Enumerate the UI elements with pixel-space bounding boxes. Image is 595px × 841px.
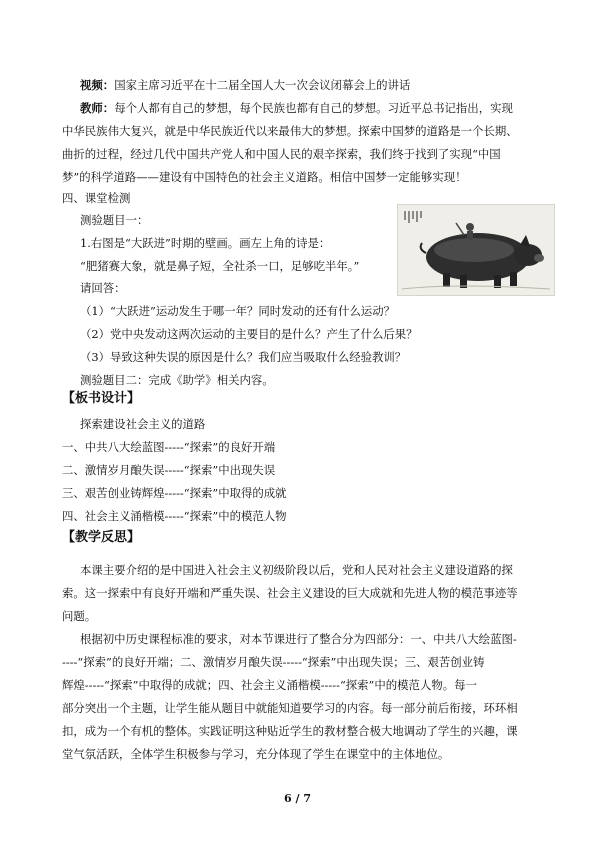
teacher-text-1: 每个人都有自己的梦想，每个民族也都有自己的梦想。习近平总书记指出，实现 [114, 101, 513, 115]
teacher-line-4: 梦”的科学道路——建设有中国特色的社会主义道路。相信中国梦一定能够实现！ [62, 170, 467, 184]
quiz-1-title: 测验题目一： [80, 213, 149, 227]
teacher-line-1 [80, 101, 513, 116]
board-item-2: 二、激情岁月酿失误-----“探索”中出现失误 [62, 463, 276, 477]
quiz-1-poem: “肥猪赛大象，就是鼻子短，全社杀一口，足够吃半年。” [80, 259, 360, 273]
reflection-p2-line-6: 堂气氛活跃，全体学生积极参与学习，充分体现了学生在课堂中的主体地位。 [62, 747, 450, 761]
board-item-1: 一、中共八大绘蓝图-----“探索”的良好开端 [62, 440, 276, 454]
reflection-p1-line-3: 问题。 [62, 609, 97, 623]
teacher-label: 教师： [80, 101, 115, 115]
reflection-p2-line-1: 根据初中历史课程标准的要求，对本节课进行了整合分为四部分：一、中共八大绘蓝图- [80, 632, 517, 646]
sub-question-3: （3）导致这种失误的原因是什么？我们应当吸取什么经验教训？ [80, 350, 407, 364]
reflection-p2-line-2: ----“探索”的良好开端；二、激情岁月酿失误-----“探索”中出现失误；三、艰苦创业铸 [62, 655, 485, 669]
sub-question-1: （1）“大跃进”运动发生于哪一年？同时发动的还有什么运动？ [80, 304, 396, 318]
sub-question-2: （2）党中央发动这两次运动的主要目的是什么？产生了什么后果？ [80, 327, 418, 341]
reflection-p2-line-4: 部分突出一个主题，让学生能从题目中就能知道要学习的内容。每一部分前后衔接，环环相 [62, 701, 518, 715]
teaching-reflection-heading: 【教学反思】 [62, 530, 141, 545]
reflection-p1-line-2: 索。这一探索中有良好开端和严重失误、社会主义建设的巨大成就和先进人物的模范事迹等 [62, 586, 518, 600]
reflection-p2-line-3: 辉煌-----“探索”中取得的成就；四、社会主义涌楷模-----“探索”中的模范人物。每一 [62, 678, 477, 692]
teacher-line-2: 中华民族伟大复兴，就是中华民族近代以来最伟大的梦想。探索中国梦的道路是一个长期、 [62, 124, 518, 138]
reflection-p2-line-5: 扣，成为一个有机的整体。实践证明这种贴近学生的教材整合极大地调动了学生的兴趣，课 [62, 724, 518, 738]
section-title-classroom-test: 四、课堂检测 [62, 191, 131, 205]
page-number: 6 / 7 [284, 792, 311, 805]
board-item-4: 四、社会主义涌楷模-----“探索”中的模范人物 [62, 509, 287, 523]
video-label: 视频： [80, 78, 115, 92]
great-leap-mural-image [397, 204, 555, 296]
board-title: 探索建设社会主义的道路 [80, 417, 206, 431]
quiz-1-question: 1.右图是“大跃进”时期的壁画。画左上角的诗是： [80, 236, 331, 250]
video-text: 国家主席习近平在十二届全国人大一次会议闭幕会上的讲话 [114, 78, 411, 92]
reflection-p1-line-1: 本课主要介绍的是中国进入社会主义初级阶段以后，党和人民对社会主义建设道路的探 [80, 563, 513, 577]
board-design-heading: 【板书设计】 [62, 391, 141, 406]
please-answer: 请回答： [80, 281, 126, 295]
board-item-3: 三、艰苦创业铸辉煌-----“探索”中取得的成就 [62, 486, 287, 500]
teacher-line-3: 曲折的过程，经过几代中国共产党人和中国人民的艰辛探索，我们终于找到了实现“中国 [62, 147, 501, 161]
pig-mural-illustration [398, 205, 554, 295]
video-line [80, 78, 410, 93]
quiz-2: 测验题目二：完成《助学》相关内容。 [80, 373, 274, 387]
